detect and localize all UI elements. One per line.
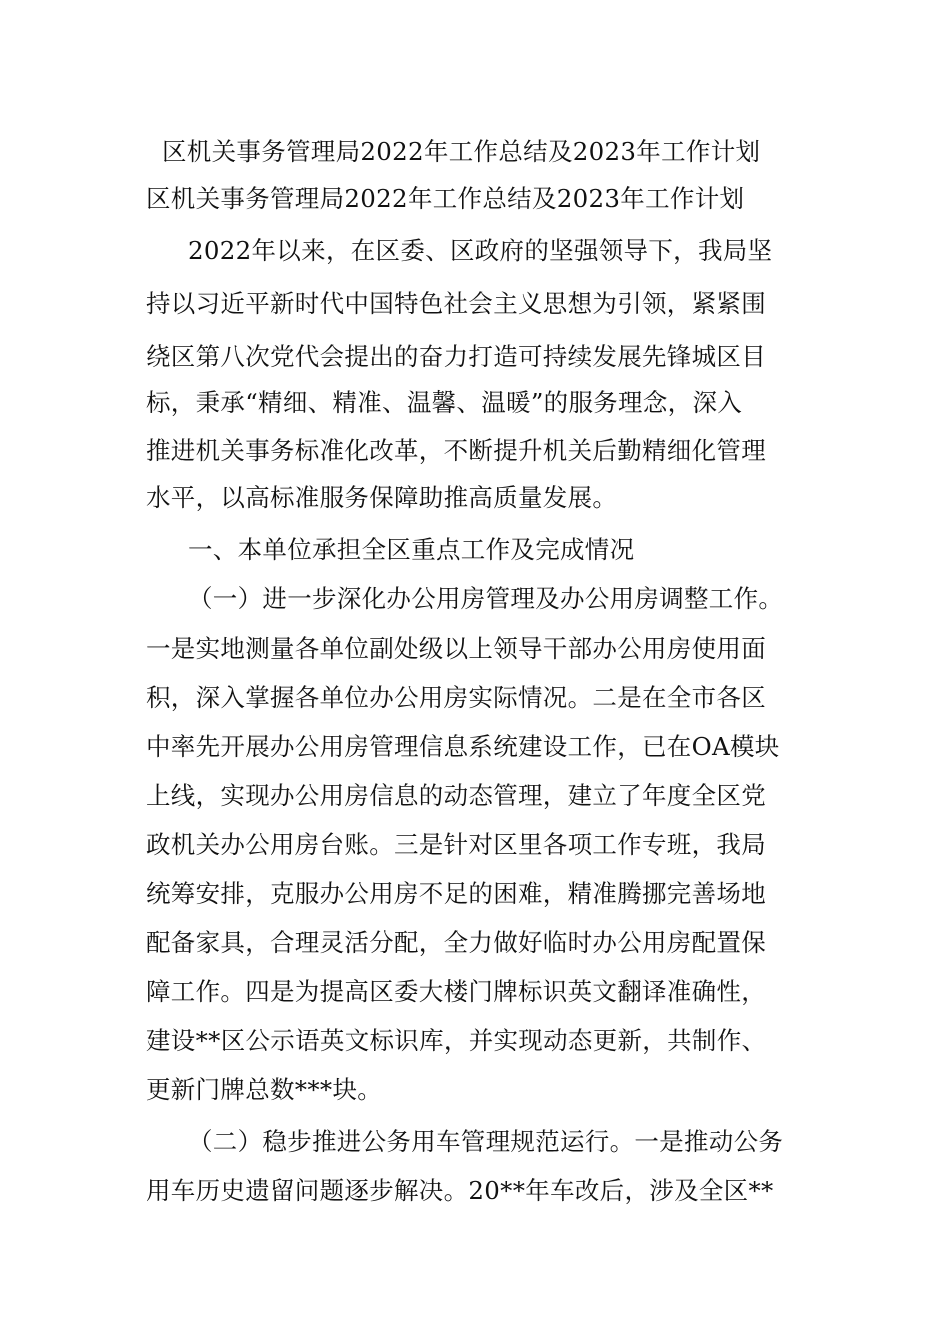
paragraph-line: 中率先开展办公用房管理信息系统建设工作，已在OA模块 bbox=[146, 732, 780, 761]
paragraph-line: 持以习近平新时代中国特色社会主义思想为引领，紧紧围 bbox=[146, 289, 766, 318]
paragraph-line: 障工作。四是为提高区委大楼门牌标识英文翻译准确性， bbox=[146, 977, 766, 1006]
paragraph-line: 统筹安排，克服办公用房不足的困难，精准腾挪完善场地 bbox=[146, 879, 766, 908]
paragraph-line: 一是实地测量各单位副处级以上领导干部办公用房使用面 bbox=[146, 634, 766, 663]
paragraph-line: 更新门牌总数***块。 bbox=[146, 1075, 383, 1104]
paragraph-line: 绕区第八次党代会提出的奋力打造可持续发展先锋城区目 bbox=[146, 342, 766, 371]
paragraph-line: 上线，实现办公用房信息的动态管理，建立了年度全区党 bbox=[146, 781, 766, 810]
paragraph-line: 建设**区公示语英文标识库，并实现动态更新，共制作、 bbox=[146, 1026, 767, 1055]
document-subtitle: 区机关事务管理局2022年工作总结及2023年工作计划 bbox=[146, 184, 745, 213]
subsection-heading: （二）稳步推进公务用车管理规范运行。一是推动公务 bbox=[188, 1127, 784, 1156]
section-heading: 一、本单位承担全区重点工作及完成情况 bbox=[188, 535, 635, 564]
subsection-heading: （一）进一步深化办公用房管理及办公用房调整工作。 bbox=[188, 584, 784, 613]
paragraph-line: 积，深入掌握各单位办公用房实际情况。二是在全市各区 bbox=[146, 683, 766, 712]
paragraph-line: 推进机关事务标准化改革，不断提升机关后勤精细化管理 bbox=[146, 436, 766, 465]
paragraph-line: 用车历史遗留问题逐步解决。20**年车改后，涉及全区** bbox=[146, 1176, 774, 1205]
paragraph-line: 2022年以来，在区委、区政府的坚强领导下，我局坚 bbox=[188, 236, 773, 265]
paragraph-line: 水平，以高标准服务保障助推高质量发展。 bbox=[146, 483, 618, 512]
paragraph-line: 政机关办公用房台账。三是针对区里各项工作专班，我局 bbox=[146, 830, 766, 859]
paragraph-line: 配备家具，合理灵活分配，全力做好临时办公用房配置保 bbox=[146, 928, 766, 957]
paragraph-line: 标，秉承“精细、精准、温馨、温暖”的服务理念，深入 bbox=[146, 388, 743, 417]
document-title: 区机关事务管理局2022年工作总结及2023年工作计划 bbox=[162, 137, 761, 166]
